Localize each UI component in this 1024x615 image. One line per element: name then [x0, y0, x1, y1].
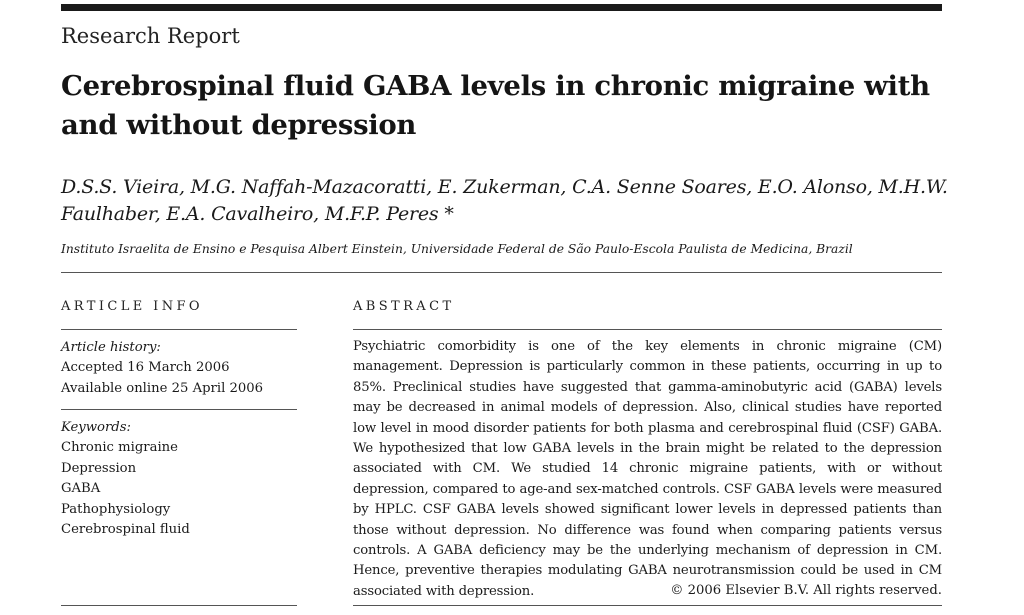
article-info-divider — [61, 329, 297, 330]
top-rule — [61, 4, 942, 11]
header-divider — [61, 272, 942, 273]
abstract-heading: ABSTRACT — [353, 299, 455, 314]
keyword: GABA — [61, 481, 101, 497]
section-label: Research Report — [61, 24, 240, 48]
article-history — [61, 338, 297, 399]
keywords-block — [61, 418, 297, 540]
abstract-divider — [353, 329, 942, 330]
keyword: Depression — [61, 460, 137, 476]
accepted-date: Accepted 16 March 2006 — [61, 360, 230, 376]
history-label: Article history: — [61, 340, 161, 355]
keyword: Pathophysiology — [61, 501, 171, 517]
keyword: Chronic migraine — [61, 440, 178, 456]
author-list: D.S.S. Vieira, M.G. Naffah-Mazacoratti, E. Zukerman, C.A. Senne Soares, E.O. Alonso, M.H.W. Faulhaber, E.A. Cavalheiro, M.F.P. Peres * — [61, 176, 948, 225]
abstract-text: Psychiatric comorbidity is one of the key elements in chronic migraine (CM) management. Depression is particularly common in these patients, occurring in up to 85%. Preclinical studies have suggested that gamma-aminobutyric acid (GABA) levels may be decreased in animal models of depression. Also, clinical studies have reported low level in mood disorder patients for both plasma and cerebrospinal fluid (CSF) GABA. We hypothesized that low GABA levels in the brain might be related to the depression associated with CM. We studied 14 chronic migraine patients, with or without depression, compared to age-and sex-matched controls. CSF GABA levels were measured by HPLC. CSF GABA levels showed significant lower levels in depressed patients than those without depression. No difference was found when comparing patients versus controls. A GABA deficiency may be the underlying mechanism of depression in CM. Hence, preventive therapies modulating GABA neurotransmission could be used in CM associated with depression. — [353, 339, 942, 599]
abstract-bottom-divider — [353, 605, 942, 606]
available-online-date: Available online 25 April 2006 — [61, 380, 264, 396]
keyword: Cerebrospinal fluid — [61, 522, 190, 538]
history-divider — [61, 409, 297, 410]
article-title: Cerebrospinal fluid GABA levels in chronic migraine with and without depression — [61, 70, 930, 141]
article-info-bottom-divider — [61, 605, 297, 606]
copyright-notice: © 2006 Elsevier B.V. All rights reserved. — [670, 583, 942, 598]
article-info-heading: ARTICLE INFO — [61, 299, 203, 314]
keywords-label: Keywords: — [61, 420, 131, 435]
affiliation: Instituto Israelita de Ensino e Pesquisa Albert Einstein, Universidade Federal de São Paulo-Escola Paulista de Medicina, Brazil — [61, 242, 853, 256]
